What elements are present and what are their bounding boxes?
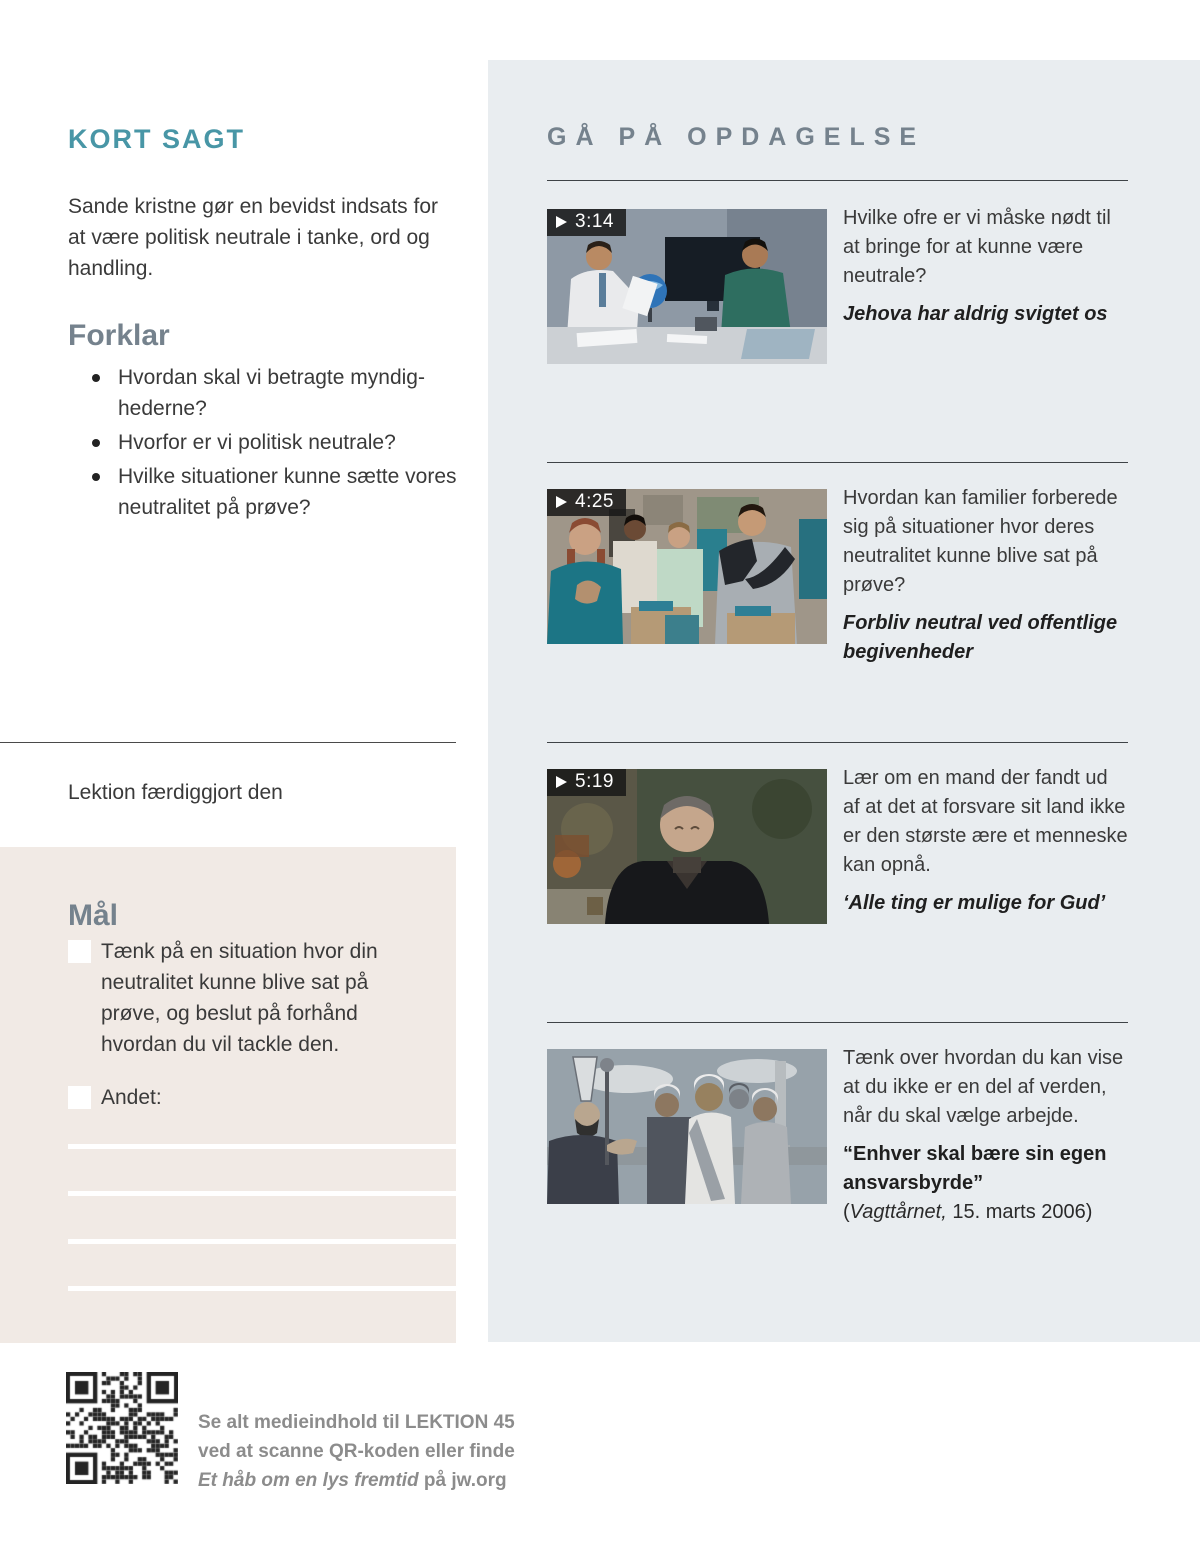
write-line bbox=[68, 1191, 456, 1196]
goal-item bbox=[68, 936, 428, 1060]
thumbnail-art bbox=[547, 1049, 827, 1204]
video-duration: 4:25 bbox=[575, 491, 614, 512]
media-text bbox=[843, 764, 1128, 918]
qr-caption-line: på jw.org bbox=[418, 1470, 507, 1491]
media-row bbox=[547, 484, 1128, 667]
kort-sagt-body: Sande kristne gør en bevidst indsats for at være politisk neutrale i tanke, ord og handling. bbox=[68, 195, 439, 280]
divider bbox=[0, 742, 456, 743]
bullet-icon bbox=[92, 473, 100, 481]
list-item bbox=[92, 427, 468, 458]
divider bbox=[547, 180, 1128, 181]
media-row bbox=[547, 1044, 1128, 1227]
discover-heading: GÅ PÅ OPDAGELSE bbox=[547, 122, 926, 151]
video-duration: 5:19 bbox=[575, 771, 614, 792]
qr-code bbox=[66, 1372, 178, 1484]
divider bbox=[547, 462, 1128, 463]
source-paren: ( bbox=[843, 1201, 850, 1223]
forklar-heading: Forklar bbox=[68, 318, 170, 352]
bullet-text: Hvorfor er vi politisk neutrale? bbox=[118, 431, 396, 454]
bullet-icon bbox=[92, 374, 100, 382]
kort-sagt-heading: KORT SAGT bbox=[68, 124, 245, 155]
goal-item-text: Tænk på en situation hvor din neutralitet kunne blive sat på prøve, og beslut på forhånd hvordan du vil tackle den. bbox=[101, 940, 378, 1056]
video-duration-badge bbox=[547, 489, 626, 516]
video-duration-badge bbox=[547, 769, 626, 796]
media-row bbox=[547, 764, 1128, 924]
media-question: Hvilke ofre er vi måske nødt til at bringe for at kunne være neutrale? bbox=[843, 207, 1111, 287]
checkbox[interactable] bbox=[68, 1086, 91, 1109]
play-icon bbox=[556, 496, 567, 508]
media-row bbox=[547, 204, 1128, 364]
list-item bbox=[92, 362, 468, 424]
qr-caption-line: ved at scanne QR-koden eller finde bbox=[198, 1441, 515, 1462]
video-thumbnail-portrait[interactable] bbox=[547, 769, 827, 924]
video-title: ‘Alle ting er mulige for Gud’ bbox=[843, 892, 1106, 914]
video-duration: 3:14 bbox=[575, 211, 614, 232]
video-title: Jehova har aldrig svigtet os bbox=[843, 303, 1108, 325]
bullet-text: Hvilke situationer kunne sætte vores neutralitet på prøve? bbox=[118, 465, 457, 519]
quote-text: “Enhver skal bære sin egen ansvarsbyrde” bbox=[843, 1143, 1107, 1194]
illustration-thumbnail bbox=[547, 1049, 827, 1204]
qr-caption-line: Se alt medieindhold til LEKTION 45 bbox=[198, 1412, 515, 1433]
checkbox[interactable] bbox=[68, 940, 91, 963]
play-icon bbox=[556, 216, 567, 228]
play-icon bbox=[556, 776, 567, 788]
write-line bbox=[68, 1239, 456, 1244]
divider bbox=[547, 742, 1128, 743]
bullet-icon bbox=[92, 439, 100, 447]
write-line bbox=[68, 1286, 456, 1291]
video-title: Forbliv neutral ved offentlige begivenheder bbox=[843, 612, 1118, 663]
goal-item bbox=[68, 1082, 428, 1113]
goal-heading: Mål bbox=[68, 898, 119, 932]
video-thumbnail-classroom[interactable] bbox=[547, 489, 827, 644]
bullet-text: Hvordan skal vi betragte myndighederne? bbox=[118, 366, 425, 420]
publication-title: Et håb om en lys fremtid bbox=[198, 1470, 419, 1491]
media-text bbox=[843, 204, 1128, 329]
list-item bbox=[92, 461, 468, 523]
media-question: Hvordan kan familier forberede sig på situationer hvor deres neutralitet kunne blive sat på prøve? bbox=[843, 487, 1118, 596]
quote-source bbox=[843, 1198, 1128, 1227]
media-text bbox=[843, 484, 1128, 667]
source-date: 15. marts 2006) bbox=[946, 1201, 1093, 1223]
video-thumbnail-office[interactable] bbox=[547, 209, 827, 364]
goal-item-text: Andet: bbox=[101, 1086, 162, 1109]
media-text bbox=[843, 1044, 1128, 1227]
publication-title: Vagttårnet, bbox=[849, 1201, 947, 1223]
video-duration-badge bbox=[547, 209, 626, 236]
qr-caption bbox=[198, 1408, 528, 1495]
write-line bbox=[68, 1144, 456, 1149]
media-question: Tænk over hvordan du kan vise at du ikke er en del af verden, når du skal vælge arbejde. bbox=[843, 1047, 1124, 1127]
forklar-bullet-list bbox=[92, 362, 468, 526]
divider bbox=[547, 1022, 1128, 1023]
media-question: Lær om en mand der fandt ud af at det at forsvare sit land ikke er den største ære et menneske kan opnå. bbox=[843, 767, 1128, 876]
lesson-completed-label: Lektion færdiggjort den bbox=[68, 781, 283, 804]
